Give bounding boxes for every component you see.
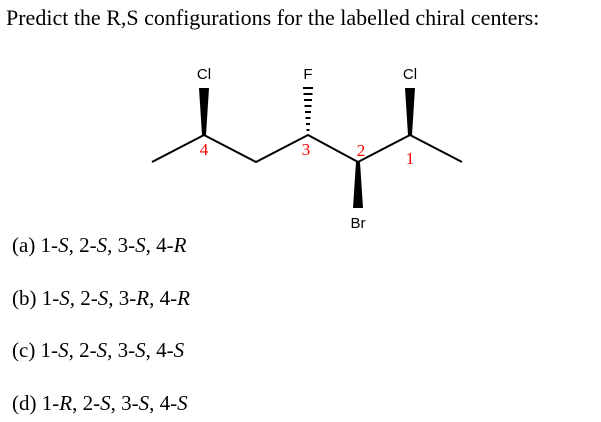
option-c-c3: S xyxy=(135,338,146,362)
center-label-2: 2 xyxy=(356,141,366,160)
center-label-3: 3 xyxy=(301,140,311,159)
option-d-sep3: , 4- xyxy=(149,391,178,415)
option-b-sep1: , 2- xyxy=(69,286,98,310)
cl-atom-left: Cl xyxy=(196,66,212,83)
f-atom: F xyxy=(303,66,313,83)
option-a-sep2: , 3- xyxy=(107,233,136,257)
cl-atom-right: Cl xyxy=(402,66,418,83)
option-c-c4: S xyxy=(173,338,185,362)
option-d-sep2: , 3- xyxy=(110,391,139,415)
option-a-label: (a) 1- xyxy=(12,233,59,257)
option-a-sep1: , 2- xyxy=(68,233,97,257)
option-b-sep3: , 4- xyxy=(149,286,178,310)
option-b-c3: R xyxy=(136,286,150,310)
option-d-c2: S xyxy=(100,391,111,415)
option-c-c1: S xyxy=(58,338,69,362)
option-a-c3: S xyxy=(135,233,146,257)
option-b-c2: S xyxy=(97,286,109,310)
option-c-sep3: , 4- xyxy=(145,338,174,362)
option-a-sep3: , 4- xyxy=(145,233,174,257)
option-b-c4: R xyxy=(177,286,190,310)
option-d[interactable] xyxy=(12,390,188,416)
option-b-sep2: , 3- xyxy=(108,286,137,310)
option-d-c1: R xyxy=(59,391,73,415)
option-c-c2: S xyxy=(96,338,108,362)
option-c-label: (c) 1- xyxy=(12,338,59,362)
option-a-c4: R xyxy=(173,233,187,257)
option-d-sep1: , 2- xyxy=(72,391,101,415)
wedge-bond-c2-br xyxy=(353,162,363,208)
wedge-bond-c4-cl xyxy=(199,88,209,135)
option-a[interactable] xyxy=(12,232,186,258)
question-text: Predict the R,S configurations for the labelled chiral centers: xyxy=(6,5,540,30)
option-c-sep1: , 2- xyxy=(68,338,97,362)
center-label-4: 4 xyxy=(199,140,209,159)
option-c[interactable] xyxy=(12,337,184,363)
option-a-c2: S xyxy=(96,233,108,257)
center-label-1: 1 xyxy=(405,149,415,168)
option-d-c3: S xyxy=(138,391,150,415)
option-d-c4: S xyxy=(177,391,188,415)
option-b-label: (b) 1- xyxy=(12,286,60,310)
option-a-c1: S xyxy=(58,233,69,257)
option-b-c1: S xyxy=(59,286,70,310)
option-d-label: (d) 1- xyxy=(12,391,60,415)
hash-bond-c3-f xyxy=(303,88,313,130)
wedge-bond-c1-cl xyxy=(405,88,415,135)
option-c-sep2: , 3- xyxy=(107,338,136,362)
option-b[interactable] xyxy=(12,285,190,311)
br-atom: Br xyxy=(350,215,366,232)
